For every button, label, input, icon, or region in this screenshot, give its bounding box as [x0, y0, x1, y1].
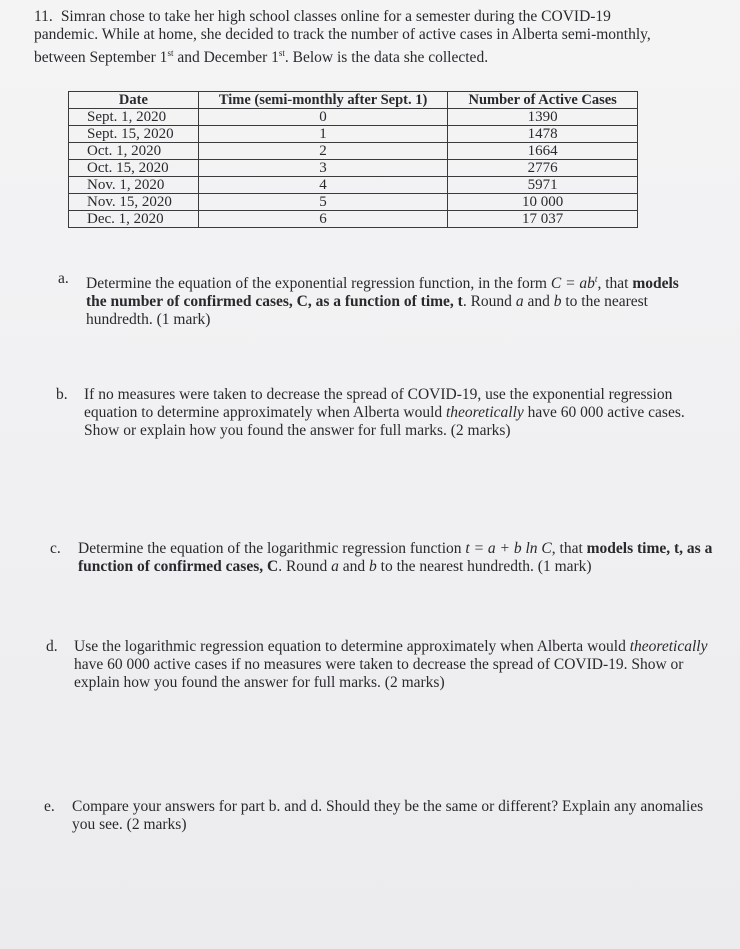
part-a-text-5: to the nearest hundredth. (1 mark) — [86, 293, 648, 329]
part-a-formula: C = ab — [550, 275, 595, 293]
intro-sup-2: st — [278, 48, 285, 58]
table-row — [69, 194, 638, 211]
part-a-letter: a. — [58, 270, 69, 287]
part-c-var-a: a — [331, 558, 339, 575]
cell-date: Nov. 1, 2020 — [69, 177, 199, 194]
part-a-text — [86, 270, 696, 329]
table-header-row — [69, 92, 638, 109]
cell-time: 6 — [198, 211, 448, 228]
part-a-var-b: b — [553, 293, 562, 311]
part-c-text — [78, 540, 720, 576]
table-row — [69, 160, 638, 177]
part-a-bold: models the number of confirmed cases, C, as a function of time, t — [86, 275, 679, 311]
part-c-var-b: b — [369, 558, 377, 575]
part-d-letter: d. — [46, 638, 58, 655]
cell-cases: 10 000 — [448, 194, 638, 211]
cell-date: Dec. 1, 2020 — [69, 211, 199, 228]
cell-time: 3 — [198, 160, 448, 177]
part-c-bold: models time, t, as a function of confirmed cases, C — [78, 540, 713, 575]
cell-date: Sept. 15, 2020 — [69, 126, 199, 143]
part-c-text-1: Determine the equation of the logarithmic regression function — [78, 540, 466, 557]
part-d-text-2: have 60 000 active cases if no measures were taken to decrease the spread of COVID-19. Show or explain how you found the answer for full marks. (2 marks) — [74, 656, 684, 691]
cell-cases: 1478 — [448, 126, 638, 143]
cell-cases: 17 037 — [448, 211, 638, 228]
table-row — [69, 109, 638, 126]
table-row — [69, 126, 638, 143]
cell-time: 1 — [198, 126, 448, 143]
cell-date: Oct. 1, 2020 — [69, 143, 199, 160]
cell-time: 4 — [198, 177, 448, 194]
cell-date: Sept. 1, 2020 — [69, 109, 199, 126]
part-a-text-2: , that — [597, 275, 629, 293]
part-c-formula: t = a + b ln C — [465, 540, 552, 557]
table-row — [69, 211, 638, 228]
cell-cases: 1664 — [448, 143, 638, 160]
cell-time: 5 — [198, 194, 448, 211]
table-row — [69, 143, 638, 160]
intro-text-1: Simran chose to take her high school classes online for a semester during the COVID-19 pandemic. While at home, she decided to track the number of active cases in Alberta semi-monthly, between September 1 — [34, 8, 651, 67]
part-b-italic: theoretically — [446, 404, 524, 421]
part-b-letter: b. — [56, 386, 68, 403]
part-a-text-1: Determine the equation of the exponential regression function, in the form — [86, 275, 551, 293]
intro-sup-1: st — [167, 48, 174, 58]
part-c-text-4: and — [338, 558, 370, 575]
cell-cases: 1390 — [448, 109, 638, 126]
question-number: 11. — [34, 8, 53, 25]
part-e-letter: e. — [44, 798, 55, 815]
part-a-text-4: and — [523, 293, 554, 311]
part-b-text — [84, 386, 689, 440]
intro-text-3: . Below is the data she collected. — [284, 49, 489, 67]
intro-text-2: and December 1 — [173, 49, 279, 67]
part-c-text-5: to the nearest hundredth. (1 mark) — [376, 558, 592, 575]
cell-time: 2 — [198, 143, 448, 160]
part-c-text-3: . Round — [278, 558, 332, 575]
question-intro — [34, 8, 674, 67]
part-e-text: Compare your answers for part b. and d. Should they be the same or different? Explain any anomalies you see. (2 marks) — [72, 798, 704, 833]
part-d-text — [74, 638, 714, 692]
part-d-text-1: Use the logarithmic regression equation to determine approximately when Alberta would — [74, 638, 630, 655]
cell-time: 0 — [198, 109, 448, 126]
header-time: Time (semi-monthly after Sept. 1) — [198, 92, 448, 109]
part-b-text-1: If no measures were taken to decrease the spread of COVID-19, use the exponential regression equation to determine approximately when Alberta would — [84, 386, 673, 421]
part-c-letter: c. — [50, 540, 61, 557]
cell-date: Nov. 15, 2020 — [69, 194, 199, 211]
header-date: Date — [69, 92, 199, 109]
cell-cases: 2776 — [448, 160, 638, 177]
header-cases: Number of Active Cases — [448, 92, 638, 109]
cell-date: Oct. 15, 2020 — [69, 160, 199, 177]
active-cases-table — [68, 91, 638, 228]
part-a-var-a: a — [515, 293, 524, 311]
table-row — [69, 177, 638, 194]
part-a-formula-exp: t — [594, 274, 598, 284]
cell-cases: 5971 — [448, 177, 638, 194]
part-d-italic: theoretically — [629, 638, 708, 655]
part-a-text-3: . Round — [462, 293, 516, 311]
part-b-text-2: have 60 000 active cases. Show or explain how you found the answer for full marks. (2 marks) — [84, 404, 685, 439]
part-c-text-2: , that — [551, 540, 587, 557]
